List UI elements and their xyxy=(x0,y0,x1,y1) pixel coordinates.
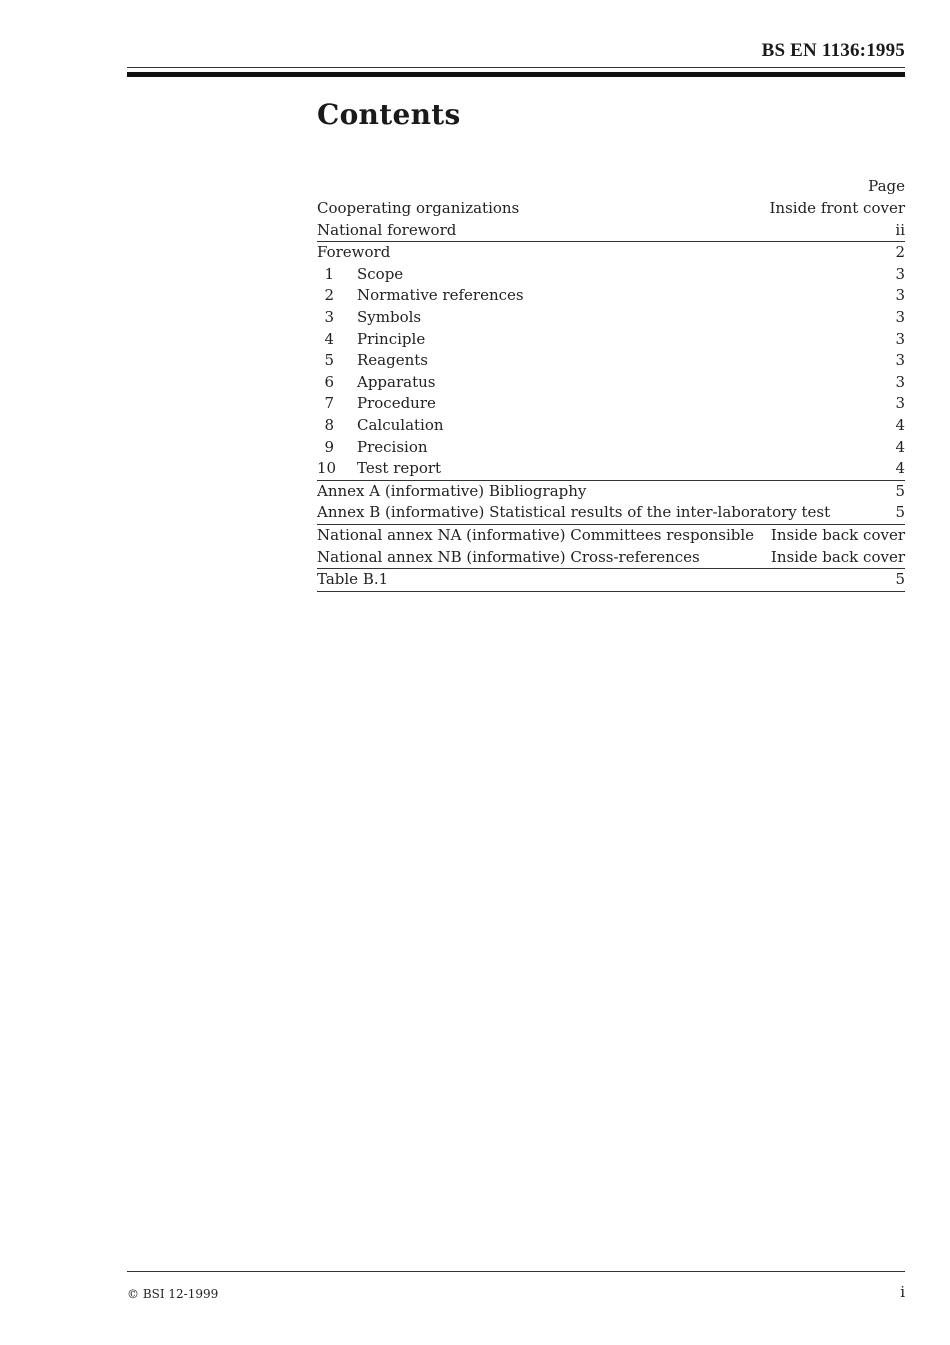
clause-title: Test report xyxy=(357,459,442,478)
toc-clause-8[interactable] xyxy=(317,415,905,437)
clause-number: 6 xyxy=(324,372,334,391)
clause-number: 9 xyxy=(324,437,334,456)
clause-title: Normative references xyxy=(357,286,524,305)
toc-national-annex-nb[interactable] xyxy=(317,547,905,569)
toc-entry-page: 5 xyxy=(895,503,905,522)
toc-clause-1[interactable] xyxy=(317,264,905,286)
toc-entry-page: 4 xyxy=(895,459,905,478)
document-code: BS EN 1136:1995 xyxy=(761,40,905,61)
page-column-heading: Page xyxy=(868,177,905,195)
toc-entry-page: 3 xyxy=(895,372,905,391)
page-title: Contents xyxy=(317,98,461,131)
clause-number: 4 xyxy=(324,329,334,348)
toc-entry-page: 3 xyxy=(895,329,905,348)
clause-title: Reagents xyxy=(357,351,428,370)
clause-number: 10 xyxy=(317,459,337,478)
clause-title: Principle xyxy=(357,329,426,348)
toc-entry-page: 3 xyxy=(895,286,905,305)
toc-entry-page: 3 xyxy=(895,394,905,413)
toc-entry-label: Table B.1 xyxy=(317,570,389,589)
clause-title: Procedure xyxy=(357,394,436,413)
toc-entry-page: 4 xyxy=(895,415,905,434)
toc-entry-label: Annex A (informative) Bibliography xyxy=(317,481,587,500)
toc-entry-page: 3 xyxy=(895,307,905,326)
toc-entry-page: Inside back cover xyxy=(770,547,905,566)
toc-entry-page: ii xyxy=(895,220,905,239)
clause-number: 5 xyxy=(324,351,334,370)
clause-number: 8 xyxy=(324,415,334,434)
clause-title: Precision xyxy=(357,437,428,456)
toc-entry-label: National foreword xyxy=(317,220,457,239)
toc-entry-label: National annex NA (informative) Committees responsible xyxy=(317,525,755,544)
toc-clause-5[interactable] xyxy=(317,350,905,372)
toc-entry-label: Annex B (informative) Statistical results of the inter-laboratory test xyxy=(317,503,831,522)
toc-page-heading-row xyxy=(317,176,905,198)
toc-entry-label: Foreword xyxy=(317,243,391,262)
toc-clause-6[interactable] xyxy=(317,372,905,394)
clause-number: 7 xyxy=(324,394,334,413)
clause-number: 1 xyxy=(324,264,334,283)
toc-entry-label: Cooperating organizations xyxy=(317,199,520,217)
toc-national-annex-na[interactable] xyxy=(317,524,905,547)
toc-entry-page: 2 xyxy=(895,243,905,262)
toc-entry-page: 3 xyxy=(895,264,905,283)
toc-entry-page: 5 xyxy=(895,570,905,589)
toc-annex-b[interactable] xyxy=(317,502,905,524)
toc-annex-a[interactable] xyxy=(317,480,905,503)
clause-title: Scope xyxy=(357,264,404,283)
header-rule-thin xyxy=(127,67,905,68)
toc-entry-national-foreword[interactable] xyxy=(317,220,905,242)
toc-clause-2[interactable] xyxy=(317,285,905,307)
toc-clause-3[interactable] xyxy=(317,307,905,329)
clause-title: Symbols xyxy=(357,307,422,326)
toc-clause-9[interactable] xyxy=(317,437,905,459)
toc-entry-foreword[interactable] xyxy=(317,241,905,264)
toc-entry-page: Inside front cover xyxy=(769,199,905,217)
footer-rule xyxy=(127,1271,905,1272)
toc-entry-label: National annex NB (informative) Cross-references xyxy=(317,547,700,566)
toc-entry-cooperating-organizations[interactable] xyxy=(317,198,905,220)
page-number: i xyxy=(900,1283,905,1301)
clause-number: 2 xyxy=(324,286,334,305)
toc-entry-page: Inside back cover xyxy=(770,525,905,544)
toc-entry-page: 3 xyxy=(895,351,905,370)
toc-clause-4[interactable] xyxy=(317,329,905,351)
toc-table-b1[interactable] xyxy=(317,568,905,592)
clause-title: Apparatus xyxy=(357,372,436,391)
copyright-notice: © BSI 12-1999 xyxy=(127,1287,219,1301)
clause-number: 3 xyxy=(324,307,334,326)
clause-title: Calculation xyxy=(357,415,444,434)
toc-clause-7[interactable] xyxy=(317,393,905,415)
table-of-contents xyxy=(317,176,905,592)
header-rule-thick xyxy=(127,72,905,77)
toc-entry-page: 5 xyxy=(895,481,905,500)
toc-clause-10[interactable] xyxy=(317,458,905,480)
toc-entry-page: 4 xyxy=(895,437,905,456)
